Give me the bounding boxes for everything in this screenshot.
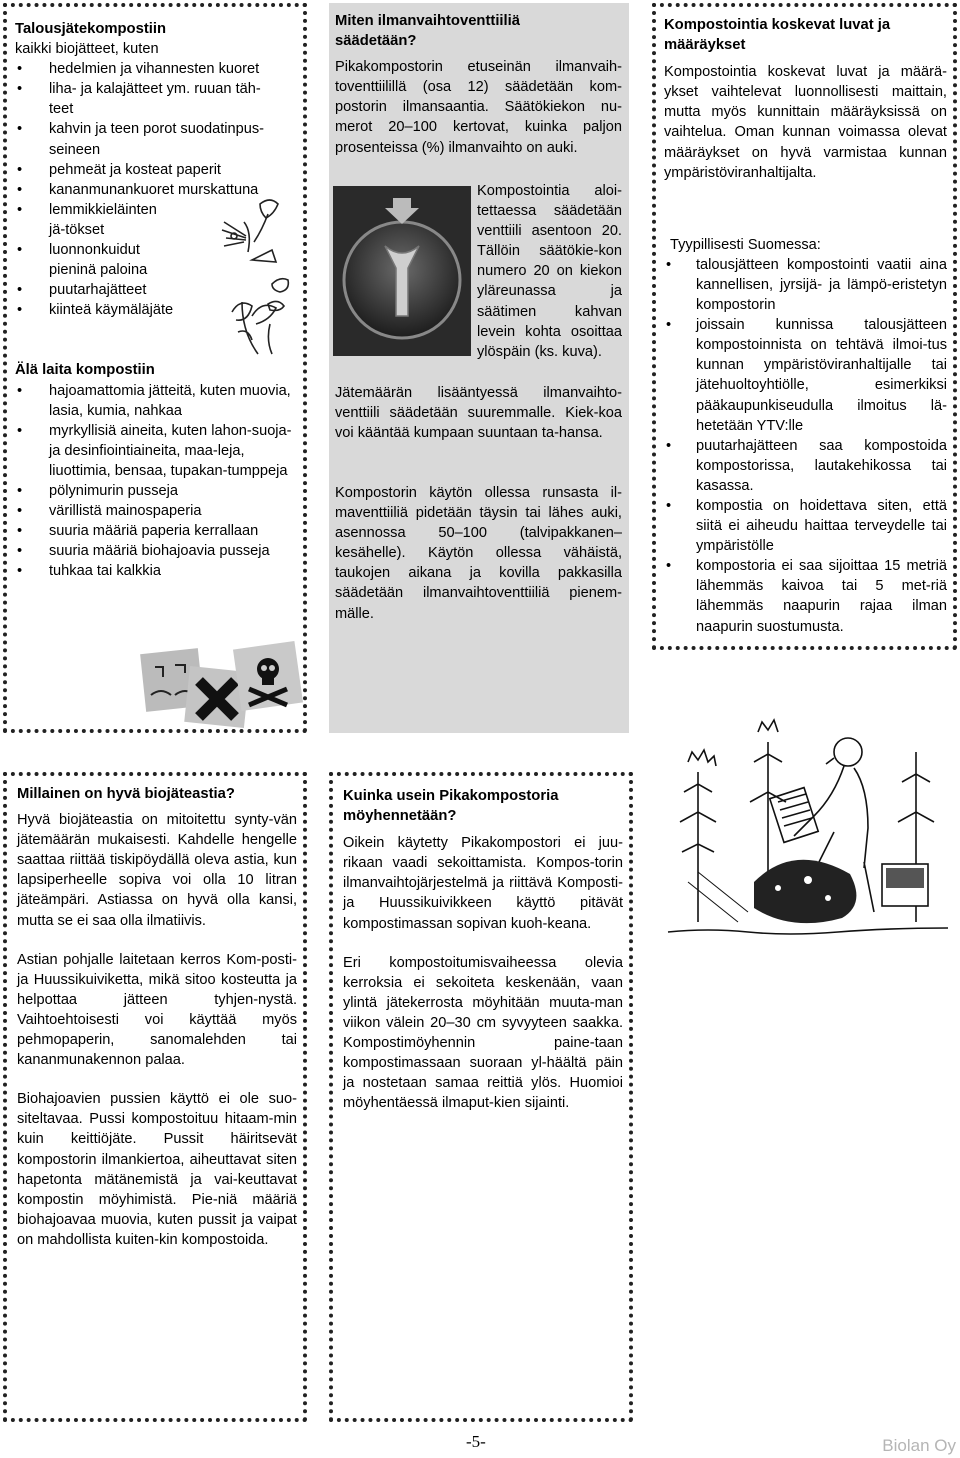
paragraph: Pikakompostorin etuseinän ilmanvaih-toventtiilillä (osa 12) säädetään kom-postorin ilmansaantia. Säätökiekon nu-merot 20–100 kertovat, kuinka paljon prosenteissa (%) ilmanvaihto on auki. bbox=[335, 59, 622, 156]
list-item: • hedelmien ja vihannesten kuoret bbox=[15, 59, 280, 79]
box-title: Millainen on hyvä biojäteastia? bbox=[17, 786, 235, 802]
paragraph: Kompostointia koskevat luvat ja määrä-ykset vaihtelevat luonnollisesti maittain, mutta myös kunnittain määräyksissä on vaihtelua. Oman kunnan voimassa olevat määräykset on hyvä varmistaa kunnan ympäristöviranhaltijalta. bbox=[664, 64, 947, 181]
paragraph: Biohajoavien pussien käyttö ei ole suo-siteltavaa. Pussi kompostoituu hitaam-min kuin keittiöjäte. Pussit häiritsevät kompostorin ilmankiertoa, aiheuttavat siten hapetonta mätänemistä ja vai-keuttavat kompostin möyhimistä. Pie-niä määriä biohajoavaa muovia, kuten pussit ja vaipat on mahdollista kuiten-kin kompostoida. bbox=[17, 1091, 297, 1248]
ventilation-box bbox=[329, 3, 629, 733]
paragraph: Hyvä biojäteastia on mitoitettu synty-vän jätemäärän mukaisesti. Kahdelle hengelle saattaa riittää tiskipöydällä oleva astia, kun lapsiperheelle sopiva voi olla 10 litran jäteämpäri. Astiassa on hyvä olla kansi, mutta se ei saa olla ilmatiivis. bbox=[17, 812, 297, 929]
box-title: Kuinka usein Pikakompostoria möyhennetään? bbox=[343, 788, 559, 825]
list-item: • joissain kunnissa talousjätteen kompostoinnista on tehtävä ilmoi-tus kunnan ympäristöviranhaltijalle tai jätehuoltoyhtiölle, esimerkiksi pääkaupunkiseudulla ilmoitus lä-hetetään YTV:lle bbox=[664, 315, 947, 436]
box-title: Talousjätekompostiin bbox=[15, 21, 167, 37]
list-item: • liha- ja kalajätteet ym. ruuan täh-teet bbox=[15, 79, 280, 119]
list-item: • tuhkaa tai kalkkia bbox=[15, 561, 305, 581]
list-item: • puutarhajätteet bbox=[15, 280, 280, 300]
list-item: • suuria määriä paperia kerrallaan bbox=[15, 521, 305, 541]
list-item: • talousjätteen kompostointi vaatii aina kannellisen, jyrsijä- ja lämpö-eristetyn kompostorin bbox=[664, 255, 947, 315]
list-item: • kompostoria ei saa sijoittaa 15 metriä lähemmäs kaivoa tai 5 met-riä lähemmäs naapurin rajaa ilman naapurin suostumusta. bbox=[664, 556, 947, 636]
paragraph: Jätemäärän lisääntyessä ilmanvaihto-venttiili säädetään suuremmalle. Kiek-koa voi kääntää kumpaan suuntaan ta-hansa. bbox=[335, 385, 622, 442]
paragraph: Astian pohjalle laitetaan kerros Kom-posti- ja Huussikuiviketta, mikä sitoo kosteutta ja helpottaa jätteen tyhjen-nystä. Vaihtoehtoisesti voi käyttää myös pehmopaperin, sanomalehden tai kananmunakennon palaa. bbox=[17, 951, 297, 1069]
biowaste-bin-box bbox=[3, 772, 307, 1422]
brand-name: Biolan Oy bbox=[882, 1436, 956, 1455]
aeration-box bbox=[329, 772, 633, 1422]
list-item: • hajoamattomia jätteitä, kuten muovia, lasia, kumia, nahkaa bbox=[15, 381, 305, 421]
lead-text: Tyypillisesti Suomessa: bbox=[670, 236, 821, 253]
paragraph: Eri kompostoitumisvaiheessa olevia kerroksia ei sekoiteta keskenään, vaan ylintä jätekerrosta möyhitään muuta-man viikon välein 20–30 cm syvyyteen saakka. Kompostimöyhennin paine-taan kompostimassaan suoraan yl-häältä päin ja nostetaan samaa reittiä ylös. Huomioi möyhentäessä ilmaput-kien sijainti. bbox=[343, 954, 623, 1112]
list-item: • puutarhajätteen saa kompostoida kompostorissa, lautakehikossa tai kasassa. bbox=[664, 436, 947, 496]
list-item: • värillistä mainospaperia bbox=[15, 501, 305, 521]
box-title: Älä laita kompostiin bbox=[15, 362, 155, 379]
list-item: • luonnonkuidut pieninä paloina bbox=[15, 240, 190, 280]
rules-list bbox=[664, 255, 947, 637]
box-title: Kompostointia koskevat luvat ja määräykset bbox=[664, 17, 891, 54]
box-title: Miten ilmanvaihtoventtiiliä säädetään? bbox=[335, 13, 520, 50]
vent-photo bbox=[333, 186, 471, 356]
biowaste-illustration bbox=[212, 192, 302, 362]
list-item: • kahvin ja teen porot suodatinpus-seineen bbox=[15, 119, 280, 159]
list-item: • kompostia on hoidettava siten, että siitä ei aiheudu haittaa terveydelle tai ympäristölle bbox=[664, 496, 947, 556]
gardener-illustration bbox=[658, 712, 956, 937]
forbidden-list bbox=[15, 381, 305, 582]
box-subtitle: kaikki biojätteet, kuten bbox=[15, 41, 159, 58]
paragraph: Oikein käytetty Pikakompostori ei juu-rikaan vaadi sekoittamista. Kompos-torin ilmanvaihtojärjestelmä ja riittävä Komposti- ja Huussikuivikkeen käyttö pitävät kompostimassan sopivan kuoh-keana. bbox=[343, 835, 623, 932]
paragraph: Kompostointia aloi-tettaessa säädetään venttiili asentoon 20. Tällöin säätökie-kon numero 20 on kiekon yläreunassa ja säätimen kahvan levein kohta osoittaa ylöspäin (ks. kuva). bbox=[477, 183, 622, 360]
list-item: • lemmikkieläinten jä-tökset bbox=[15, 200, 175, 240]
compost-contents-box bbox=[3, 3, 307, 733]
list-item: • pölynimurin pusseja bbox=[15, 481, 305, 501]
permits-box bbox=[652, 3, 957, 650]
list-item: • kiinteä käymäläjäte bbox=[15, 300, 280, 320]
list-item: • myrkyllisiä aineita, kuten lahon-suoja- ja desinfiointiaineita, maa-leja, liuottimia, bensaa, tupakan-tumppeja bbox=[15, 421, 305, 481]
list-item: • pehmeät ja kosteat paperit bbox=[15, 160, 280, 180]
hazard-symbols bbox=[137, 639, 307, 729]
page-number: -5- bbox=[466, 1432, 486, 1451]
list-item: • suuria määriä biohajoavia pusseja bbox=[15, 541, 305, 561]
paragraph: Kompostorin käytön ollessa runsasta il-maventtiiliä pidetään täysin tai lähes auki, asennossa 50–100 (talvipakkanen–kesähelle). Käytön ollessa vähäistä, taukojen aikana ja kovilla pakkasilla säädetään ilmanvaihtoventtiiliä pienem-mälle. bbox=[335, 485, 622, 622]
list-item: • kananmunankuoret murskattuna bbox=[15, 180, 280, 200]
